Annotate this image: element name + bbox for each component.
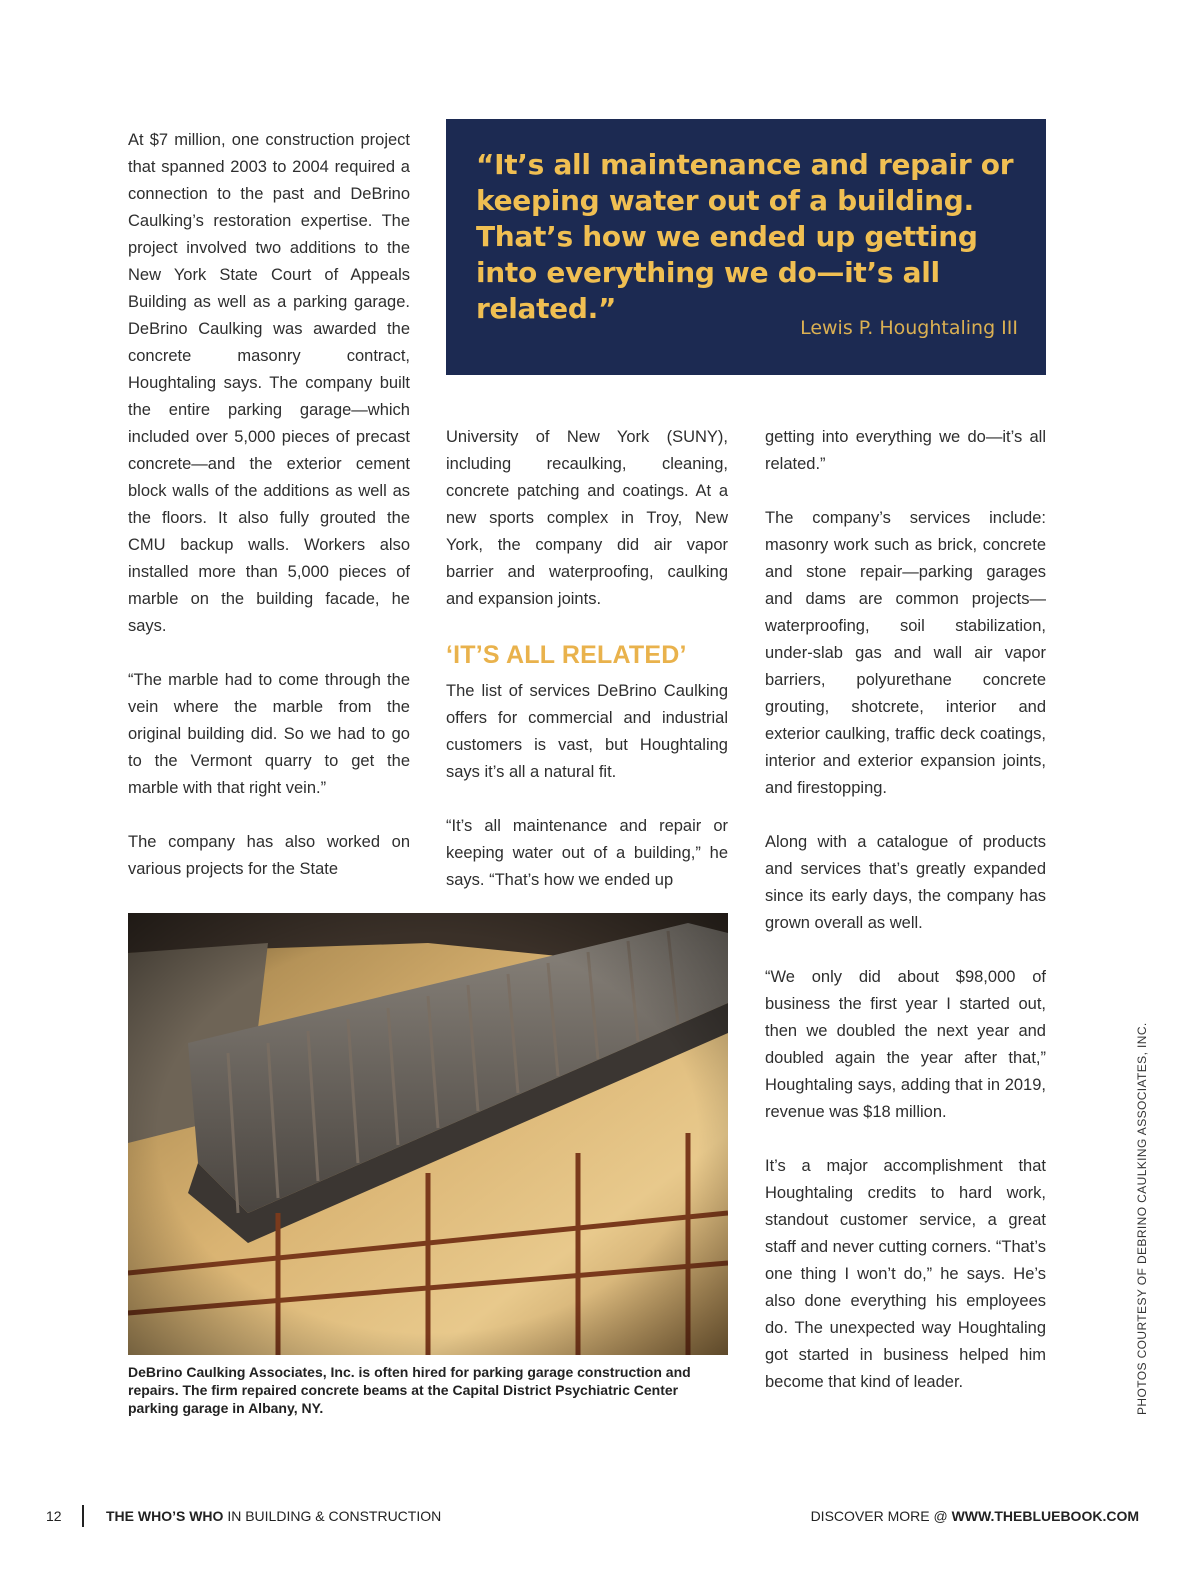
paragraph: The company has also worked on various projects for the State [128, 833, 410, 878]
footer-divider [82, 1505, 84, 1527]
paragraph: “We only did about $98,000 of business the first year I started out, then we doubled the next year and doubled again the year after that,” Houghtaling says, adding that in 2019, revenue was $18 million. [765, 968, 1046, 1121]
paragraph: University of New York (SUNY), including recaulking, cleaning, concrete patching and coatings. At a new sports complex in Troy, New York, the company did air vapor barrier and waterproofing, caulking and expansion joints. [446, 428, 728, 608]
publication-title [106, 1508, 441, 1524]
paragraph: Along with a catalogue of products and services that’s greatly expanded since its early days, the company has grown overall as well. [765, 833, 1046, 932]
section-heading: ‘IT’S ALL RELATED’ [446, 641, 687, 669]
photo-caption: DeBrino Caulking Associates, Inc. is often hired for parking garage construction and repairs. The firm repaired concrete beams at the Capital District Psychiatric Center parking garage in Albany, NY. [128, 1364, 691, 1416]
page-number: 12 [46, 1508, 62, 1524]
paragraph: The company’s services include: masonry work such as brick, concrete and stone repair—parking garages and dams are common projects—waterproofing, soil stabilization, under-slab gas and wall air vapor barriers, polyurethane concrete grouting, shotcrete, interior and exterior caulking, traffic deck coatings, interior and exterior expansion joints, and firestopping. [765, 509, 1046, 797]
concrete-beam-photo [128, 913, 728, 1355]
discover-more [811, 1508, 1139, 1524]
article-column-2 [446, 424, 728, 921]
paragraph: The list of services DeBrino Caulking offers for commercial and industrial customers is vast, but Houghtaling says it’s all a natural fit. [446, 682, 728, 781]
pull-quote-attribution: Lewis P. Houghtaling III [800, 317, 1018, 339]
article-column-1 [128, 127, 410, 910]
paragraph: “The marble had to come through the vein where the marble from the original building did. So we had to go to the Vermont quarry to get the marble with that right vein.” [128, 671, 410, 797]
article-column-3 [765, 424, 1046, 1423]
photo-illustration [128, 913, 728, 1355]
discover-label: DISCOVER MORE @ [810, 1508, 952, 1524]
paragraph: It’s a major accomplishment that Houghtaling credits to hard work, standout customer service, a great staff and never cutting corners. “That’s one thing I won’t do,” he says. He’s also done everything his employees do. The unexpected way Houghtaling got started in business helped him become that kind of leader. [765, 1157, 1046, 1391]
website-link[interactable]: WWW.THEBLUEBOOK.COM [951, 1508, 1139, 1524]
photo-credit: PHOTOS COURTESY OF DEBRINO CAULKING ASSOCIATES, INC. [1135, 1022, 1149, 1415]
paragraph: “It’s all maintenance and repair or keeping water out of a building,” he says. “That’s how we ended up [446, 817, 728, 889]
page-footer [0, 1505, 1200, 1529]
pull-quote-box [446, 119, 1046, 375]
pull-quote-text: “It’s all maintenance and repair or keeping water out of a building. That’s how we ended up getting into everything we do—it’s all related.” [476, 148, 1014, 325]
publication-title-rest: IN BUILDING & CONSTRUCTION [223, 1508, 442, 1524]
paragraph: At $7 million, one construction project that spanned 2003 to 2004 required a connection to the past and DeBrino Caulking’s restoration expertise. The project involved two additions to the New York State Court of Appeals Building as well as a parking garage. DeBrino Caulking was awarded the concrete masonry contract, Houghtaling says. The company built the entire parking garage—which included over 5,000 pieces of precast concrete—and the exterior cement block walls of the additions as well as the floors. It also fully grouted the CMU backup walls. Workers also installed more than 5,000 pieces of marble on the building facade, he says. [128, 131, 410, 635]
paragraph: getting into everything we do—it’s all related.” [765, 428, 1046, 473]
publication-title-bold: THE WHO’S WHO [106, 1508, 224, 1524]
